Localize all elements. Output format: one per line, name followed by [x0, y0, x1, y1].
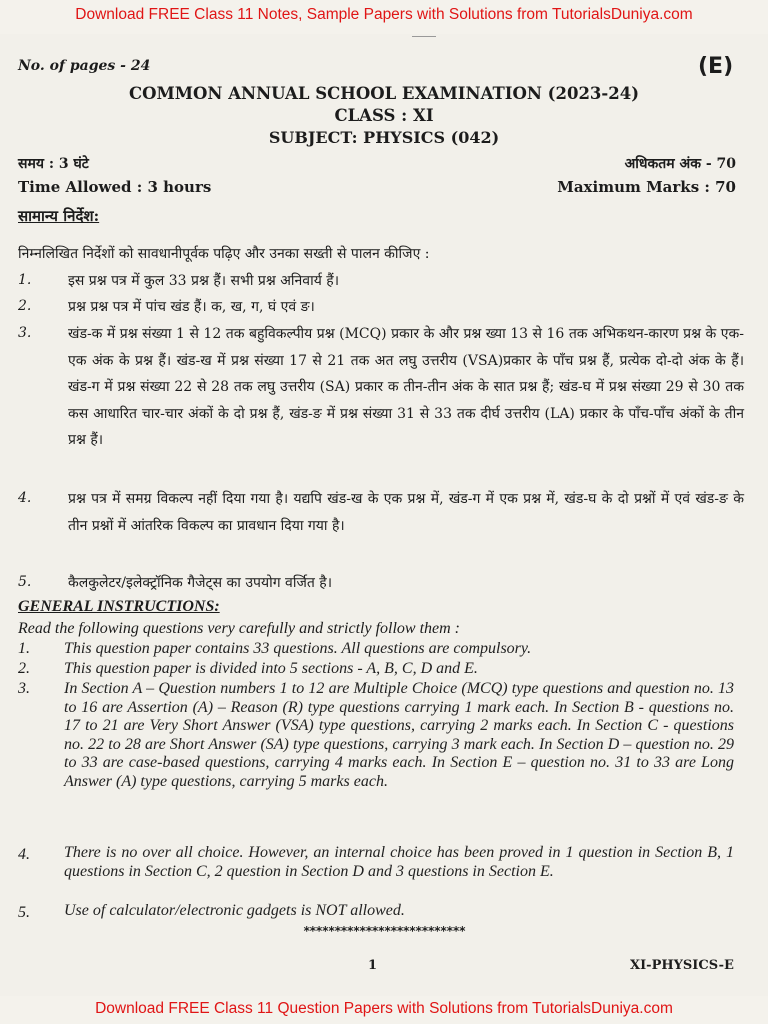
end-separator: **************************	[303, 924, 465, 938]
english-item-number: 3.	[18, 680, 30, 697]
english-item-text: There is no over all choice. However, an internal choice has been proved in 1 question in Section B, 1 questions in Section C, 2 question in Section D and 3 questions in Section E.	[64, 844, 734, 880]
english-item-number: 2.	[18, 660, 30, 677]
page-count: No. of pages - 24	[18, 58, 151, 74]
top-download-banner[interactable]: Download FREE Class 11 Notes, Sample Papers with Solutions from TutorialsDuniya.com	[75, 6, 693, 23]
paper-code: (E)	[698, 54, 734, 79]
page-number: 1	[368, 958, 378, 973]
hindi-item-text: कैलकुलेटर/इलेक्ट्रॉनिक गैजेट्स का उपयोग वर्जित है।	[68, 575, 333, 591]
hindi-item-number: 1.	[18, 272, 32, 288]
hindi-instructions-intro: निम्नलिखित निर्देशों को सावधानीपूर्वक पढ़िए और उनका सख्ती से पालन कीजिए :	[18, 246, 430, 262]
general-instructions-heading: GENERAL INSTRUCTIONS:	[18, 598, 220, 615]
english-item-number: 4.	[18, 846, 30, 863]
class-label: CLASS : XI	[334, 106, 434, 125]
english-item-text: Use of calculator/electronic gadgets is NOT allowed.	[64, 902, 405, 919]
hindi-item-number: 5.	[18, 574, 32, 590]
hindi-item-text: प्रश्न पत्र में समग्र विकल्प नहीं दिया गया है। यद्यपि खंड-ख के एक प्रश्न में, खंड-ग में एक प्रश्न में, खंड-घ के दो प्रश्नों में एवं खंड-ङ के तीन प्रश्नों में आंतरिक विकल्प का प्रावधान दिया गया है।	[68, 491, 744, 534]
marks-hindi: अधिकतम अंक - 70	[624, 156, 736, 172]
english-item-number: 1.	[18, 640, 30, 657]
hindi-item-text: प्रश्न प्रश्न पत्र में पांच खंड हैं। क, ख, ग, घं एवं ङ।	[68, 299, 315, 315]
general-instructions-intro: Read the following questions very carefully and strictly follow them :	[18, 620, 460, 637]
english-item-text: This question paper is divided into 5 sections - A, B, C, D and E.	[64, 660, 478, 677]
exam-paper	[0, 34, 768, 996]
hindi-item-number: 2.	[18, 298, 32, 314]
subject-label: SUBJECT: PHYSICS (042)	[268, 128, 500, 147]
english-item-text: In Section A – Question numbers 1 to 12 are Multiple Choice (MCQ) type questions and question no. 13 to 16 are Assertion (A) – Reason (R) type questions carrying 1 mark each. In Section B - questions no. 17 to 21 are Very Short Answer (VSA) type questions, carrying 2 marks each. In Section C - questions no. 22 to 28 are Short Answer (SA) type questions, carrying 3 mark each. In Section D – question no. 29 to 33 are case-based questions, carrying 4 marks each. In Section E – question no. 31 to 33 are Long Answer (A) type questions, carrying 5 marks each.	[64, 680, 734, 790]
bottom-download-banner[interactable]: Download FREE Class 11 Question Papers with Solutions from TutorialsDuniya.com	[95, 1000, 673, 1017]
footer-paper-code: XI-PHYSICS-E	[630, 958, 734, 973]
marks-english: Maximum Marks : 70	[557, 178, 736, 196]
exam-title: COMMON ANNUAL SCHOOL EXAMINATION (2023-24)	[128, 84, 640, 103]
hindi-item-text: इस प्रश्न पत्र में कुल 33 प्रश्न हैं। सभी प्रश्न अनिवार्य हैं।	[68, 273, 340, 289]
time-hindi: समय : 3 घंटे	[18, 156, 89, 172]
hindi-item-number: 4.	[18, 490, 32, 506]
time-english: Time Allowed : 3 hours	[18, 178, 212, 196]
hindi-item-text: खंड-क में प्रश्न संख्या 1 से 12 तक बहुविकल्पीय प्रश्न (MCQ) प्रकार के और प्रश्न ख्या 13 से 16 तक अभिकथन-कारण प्रश्न के एक-एक अंक के प्रश्न हैं। खंड-ख में प्रश्न संख्या 17 से 21 तक अत लघु उत्तरीय (VSA)प्रकार के पाँच प्रश्न हैं, प्रत्येक दो-दो अंक के हैं। खंड-ग में प्रश्न संख्या 22 से 28 तक लघु उत्तरीय (SA) प्रकार क तीन-तीन अंक के सात प्रश्न हैं; खंड-घ में प्रश्न संख्या 29 से 30 तक कस आधारित चार-चार अंकों के दो प्रश्न हैं, खंड-ङ में प्रश्न संख्या 31 से 33 तक दीर्घ उत्तरीय (LA) प्रकार के पाँच-पाँच अंकों के तीन प्रश्न हैं।	[68, 326, 744, 448]
hindi-instructions-heading: सामान्य निर्देश:	[18, 207, 100, 225]
scan-mark	[412, 36, 436, 37]
english-item-number: 5.	[18, 904, 30, 921]
english-item-text: This question paper contains 33 questions. All questions are compulsory.	[64, 640, 532, 657]
hindi-item-number: 3.	[18, 325, 32, 341]
